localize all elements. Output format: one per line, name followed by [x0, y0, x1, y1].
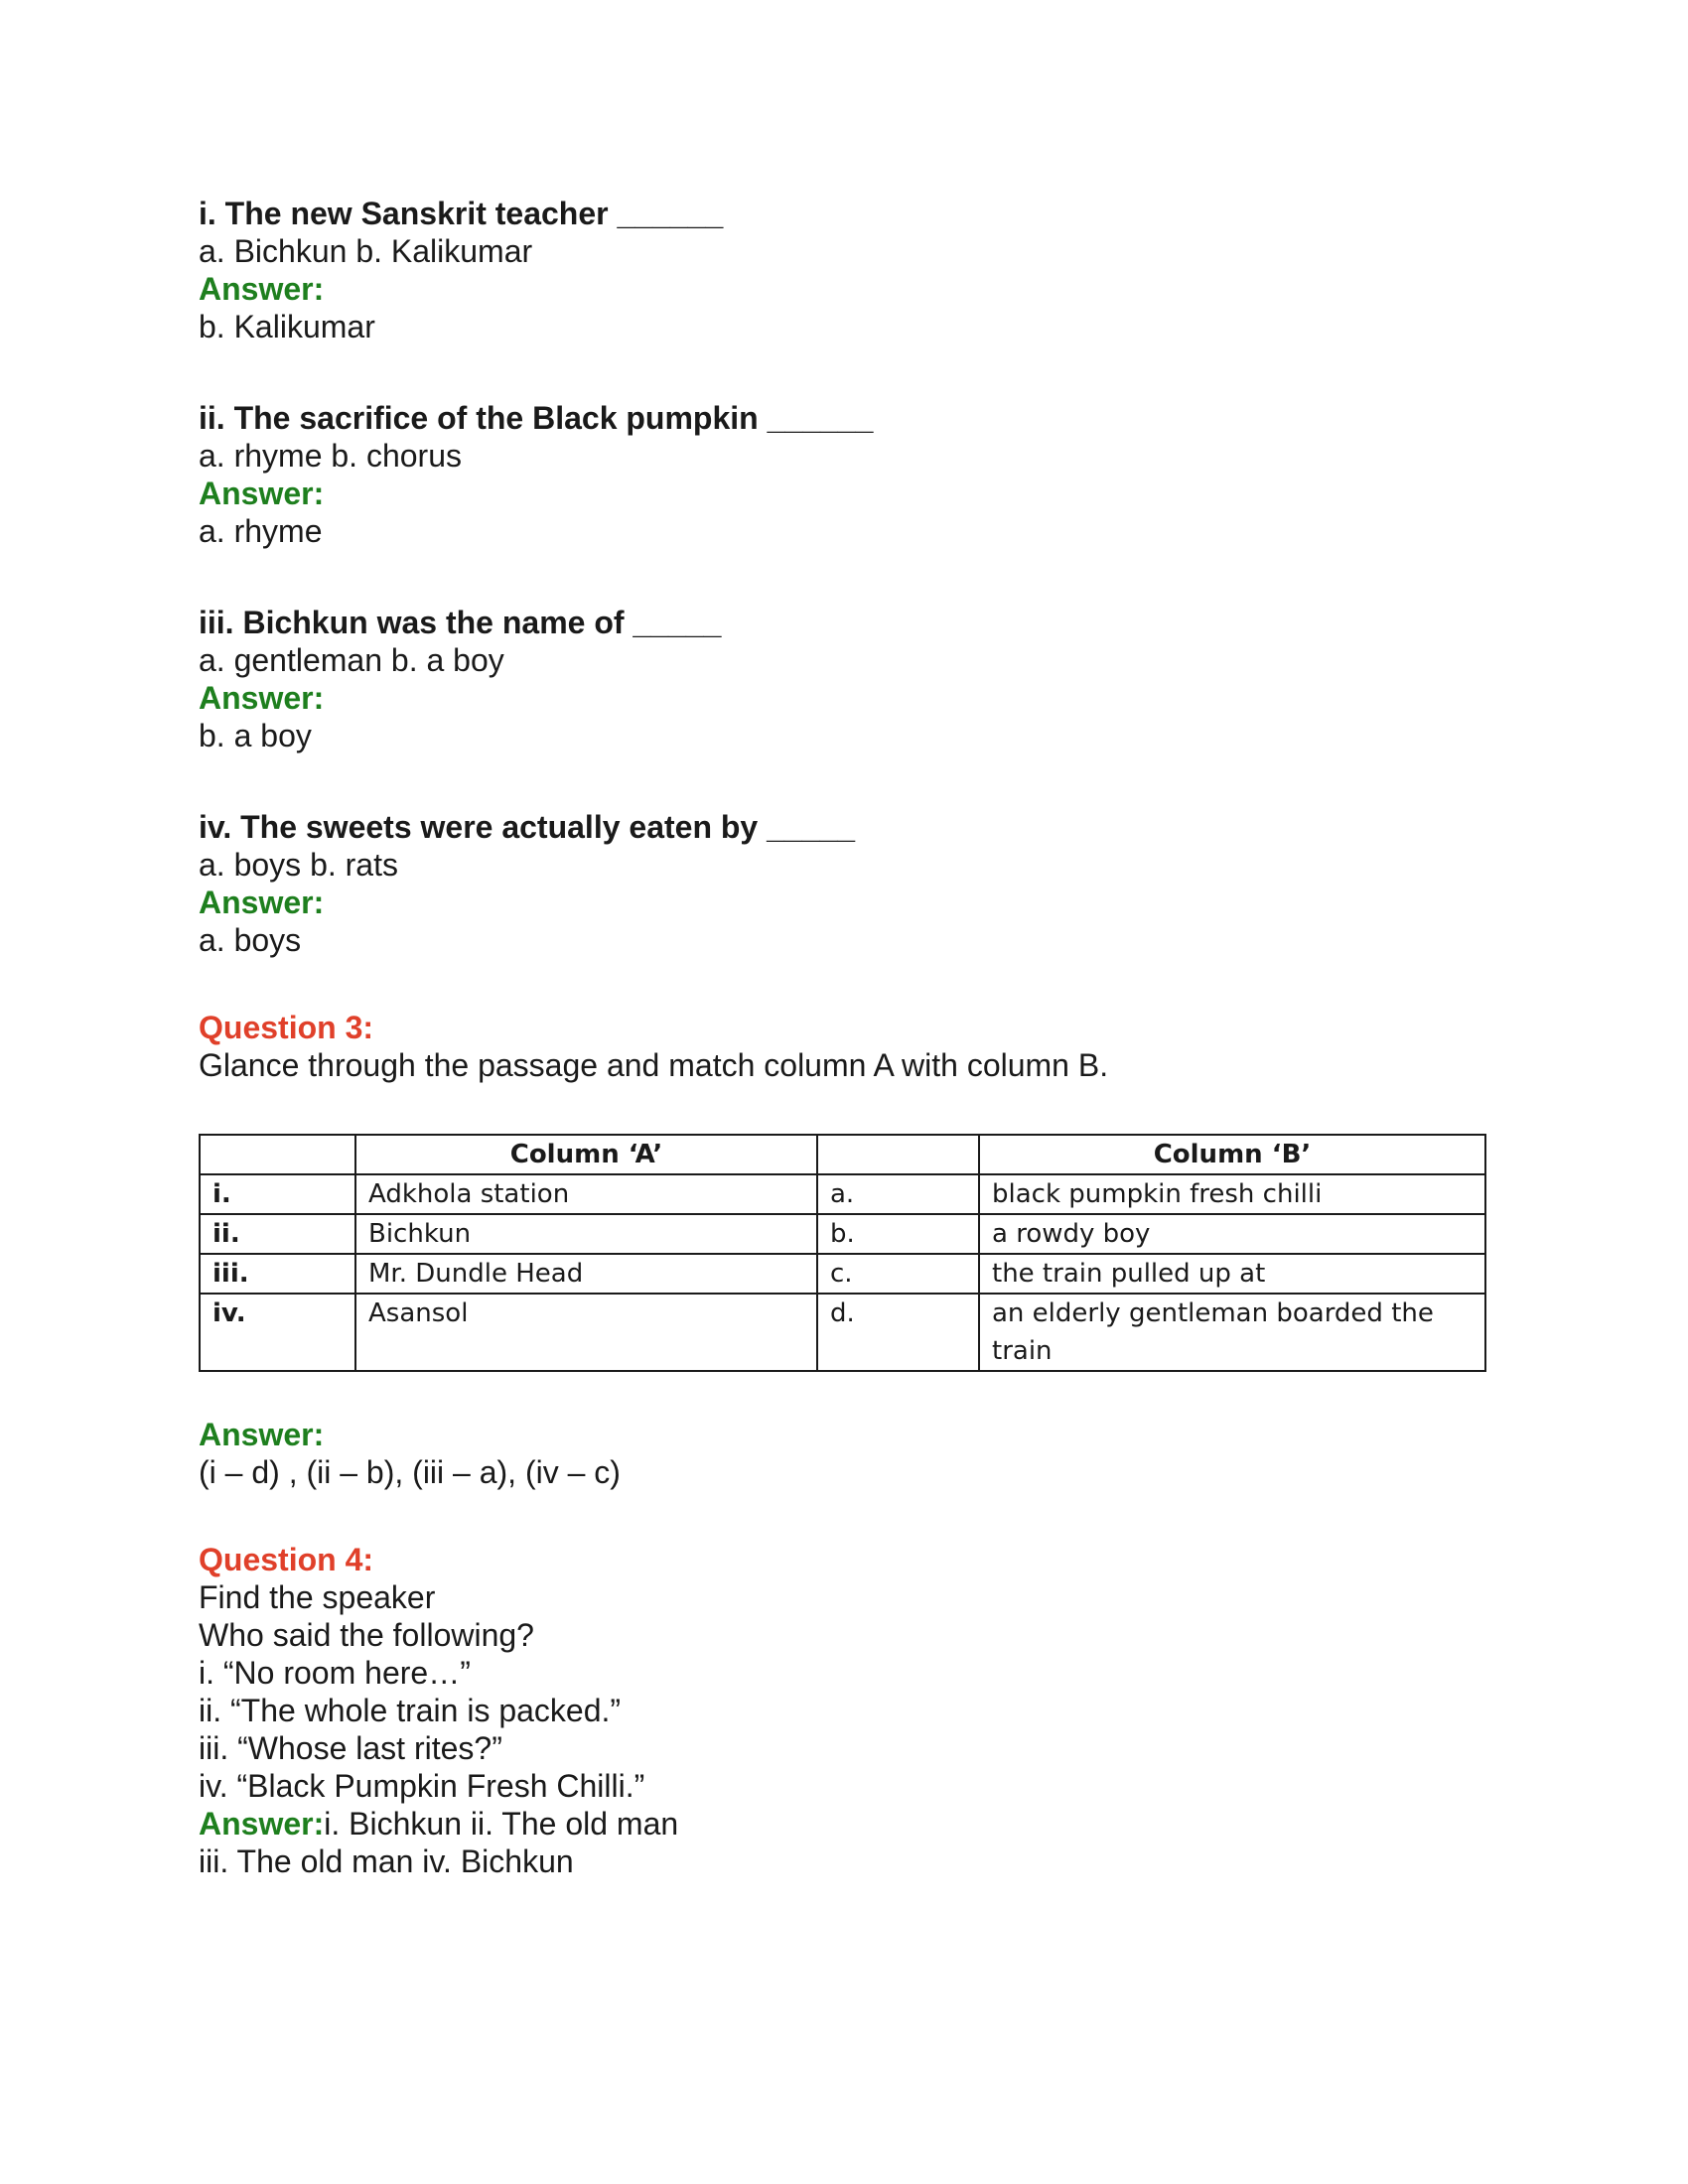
table-header-cell: [817, 1135, 979, 1174]
answer-label: Answer:: [199, 476, 325, 511]
table-row: [200, 1294, 1485, 1371]
question-heading: Question 4:: [199, 1542, 374, 1577]
question-answer: i. Bichkun ii. The old man: [324, 1806, 679, 1842]
question-prompt: Glance through the passage and match column A with column B.: [199, 1047, 1109, 1083]
column-a-cell: Bichkun: [355, 1214, 817, 1254]
question-line: iv. “Black Pumpkin Fresh Chilli.”: [199, 1768, 645, 1804]
mcq-1: [199, 195, 1489, 345]
column-a-cell: Adkhola station: [355, 1174, 817, 1214]
question-4: [199, 1541, 1489, 1880]
mcq-question: ii. The sacrifice of the Black pumpkin ______: [199, 400, 874, 436]
question-answer-continued: iii. The old man iv. Bichkun: [199, 1843, 574, 1879]
question-answer: (i – d) , (ii – b), (iii – a), (iv – c): [199, 1454, 621, 1490]
mcq-2: [199, 399, 1489, 550]
question-line: i. “No room here…”: [199, 1655, 471, 1691]
row-letter: b.: [817, 1214, 979, 1254]
mcq-question: i. The new Sanskrit teacher ______: [199, 196, 724, 231]
row-number: i.: [200, 1174, 355, 1214]
row-number: iii.: [200, 1254, 355, 1294]
mcq-3: [199, 604, 1489, 754]
row-number: ii.: [200, 1214, 355, 1254]
answer-label: Answer:: [199, 1417, 325, 1452]
mcq-4: [199, 808, 1489, 959]
row-number: iv.: [200, 1294, 355, 1371]
table-row: [200, 1214, 1485, 1254]
column-b-cell: a rowdy boy: [979, 1214, 1485, 1254]
answer-label: Answer:: [199, 1806, 325, 1842]
table-header-row: [200, 1135, 1485, 1174]
answer-line: [199, 1805, 1489, 1843]
table-header-cell: Column ‘A’: [355, 1135, 817, 1174]
mcq-answer: a. boys: [199, 922, 302, 958]
row-letter: a.: [817, 1174, 979, 1214]
mcq-answer: b. a boy: [199, 718, 312, 753]
question-line: Who said the following?: [199, 1617, 534, 1653]
column-b-cell: the train pulled up at: [979, 1254, 1485, 1294]
mcq-answer: a. rhyme: [199, 513, 323, 549]
mcq-question: iv. The sweets were actually eaten by _____: [199, 809, 856, 845]
worksheet-page: [199, 195, 1489, 1880]
mcq-options: a. boys b. rats: [199, 847, 398, 883]
mcq-options: a. rhyme b. chorus: [199, 438, 462, 474]
row-letter: d.: [817, 1294, 979, 1371]
column-b-cell: an elderly gentleman boarded the train: [979, 1294, 1485, 1371]
question-3: [199, 1009, 1489, 1491]
answer-label: Answer:: [199, 680, 325, 716]
mcq-question: iii. Bichkun was the name of _____: [199, 605, 722, 640]
mcq-options: a. gentleman b. a boy: [199, 642, 504, 678]
table-row: [200, 1174, 1485, 1214]
answer-label: Answer:: [199, 885, 325, 920]
column-a-cell: Mr. Dundle Head: [355, 1254, 817, 1294]
question-line: iii. “Whose last rites?”: [199, 1730, 502, 1766]
mcq-options: a. Bichkun b. Kalikumar: [199, 233, 533, 269]
column-a-cell: Asansol: [355, 1294, 817, 1371]
row-letter: c.: [817, 1254, 979, 1294]
answer-label: Answer:: [199, 271, 325, 307]
question-line: ii. “The whole train is packed.”: [199, 1693, 622, 1728]
mcq-answer: b. Kalikumar: [199, 309, 375, 344]
match-table: [199, 1134, 1486, 1372]
table-row: [200, 1254, 1485, 1294]
question-heading: Question 3:: [199, 1010, 374, 1045]
column-b-cell: black pumpkin fresh chilli: [979, 1174, 1485, 1214]
table-header-cell: [200, 1135, 355, 1174]
table-header-cell: Column ‘B’: [979, 1135, 1485, 1174]
question-line: Find the speaker: [199, 1579, 436, 1615]
